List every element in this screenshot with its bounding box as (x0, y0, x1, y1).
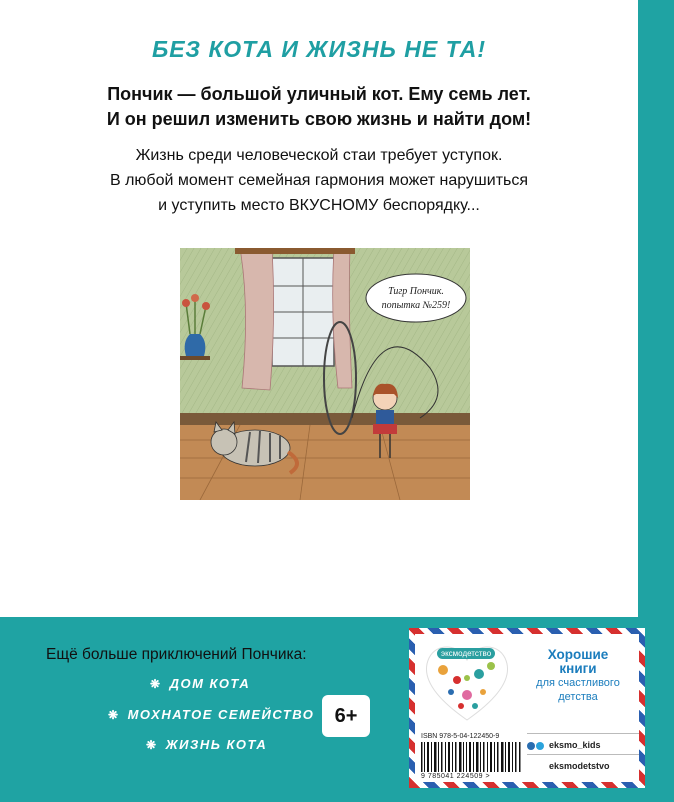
social-link[interactable] (527, 740, 601, 750)
curtain-right (333, 248, 352, 388)
shelf (180, 356, 210, 360)
barcode-number: 9 785041 224509 > (421, 773, 491, 780)
slogan-line: детства (558, 691, 598, 703)
slogan (523, 648, 633, 704)
intro-text (0, 143, 638, 218)
speech-bubble (366, 274, 466, 322)
speech-line: попытка №259! (381, 300, 451, 311)
social-link[interactable] (527, 761, 610, 771)
vk-icon (527, 742, 535, 750)
book-title-text: ДОМ КОТА (169, 676, 251, 691)
slogan-line: для счастливого (536, 677, 620, 689)
book-title (146, 737, 267, 752)
slogan-line: Хорошие (547, 647, 609, 662)
isbn: ISBN 978-5-04-122450-9 (421, 733, 500, 740)
intro-bold-line: И он решил изменить свою жизнь и найти дом! (106, 109, 532, 129)
headline: БЕЗ КОТА И ЖИЗНЬ НЕ ТА! (151, 36, 487, 62)
book-title (108, 707, 314, 722)
telegram-icon (536, 742, 544, 750)
age-rating-badge: 6+ (322, 695, 370, 737)
publisher-postcard (409, 628, 645, 788)
intro-bold (0, 82, 638, 132)
book-title-text: МОХНАТОЕ СЕМЕЙСТВО (127, 707, 315, 722)
intro-text-line: Жизнь среди человеческой стаи требует уступок. (135, 147, 503, 164)
book-title (150, 676, 250, 691)
paw-icon: ❋ (108, 708, 120, 722)
paw-icon: ❋ (146, 738, 158, 752)
divider (527, 754, 639, 755)
divider (527, 733, 639, 734)
intro-text-line: В любой момент семейная гармония может нарушиться (109, 172, 529, 189)
promo-title: Ещё больше приключений Пончика: (46, 646, 307, 663)
paw-icon: ❋ (150, 677, 162, 691)
intro-bold-line: Пончик — большой уличный кот. Ему семь лет. (107, 84, 531, 104)
social-handle: eksmo_kids (549, 740, 601, 750)
publisher-logo: эксмодетство (437, 648, 495, 659)
illustration (180, 248, 470, 500)
social-handle: eksmodetstvo (549, 761, 610, 771)
speech-line: Тигр Пончик. (388, 286, 444, 297)
barcode (421, 742, 521, 772)
slogan-line: книги (559, 661, 597, 676)
intro-text-line: и уступить место ВКУСНОМУ беспорядку... (158, 197, 480, 214)
book-title-text: ЖИЗНЬ КОТА (165, 737, 268, 752)
vase (185, 334, 206, 356)
baseboard (180, 413, 470, 425)
